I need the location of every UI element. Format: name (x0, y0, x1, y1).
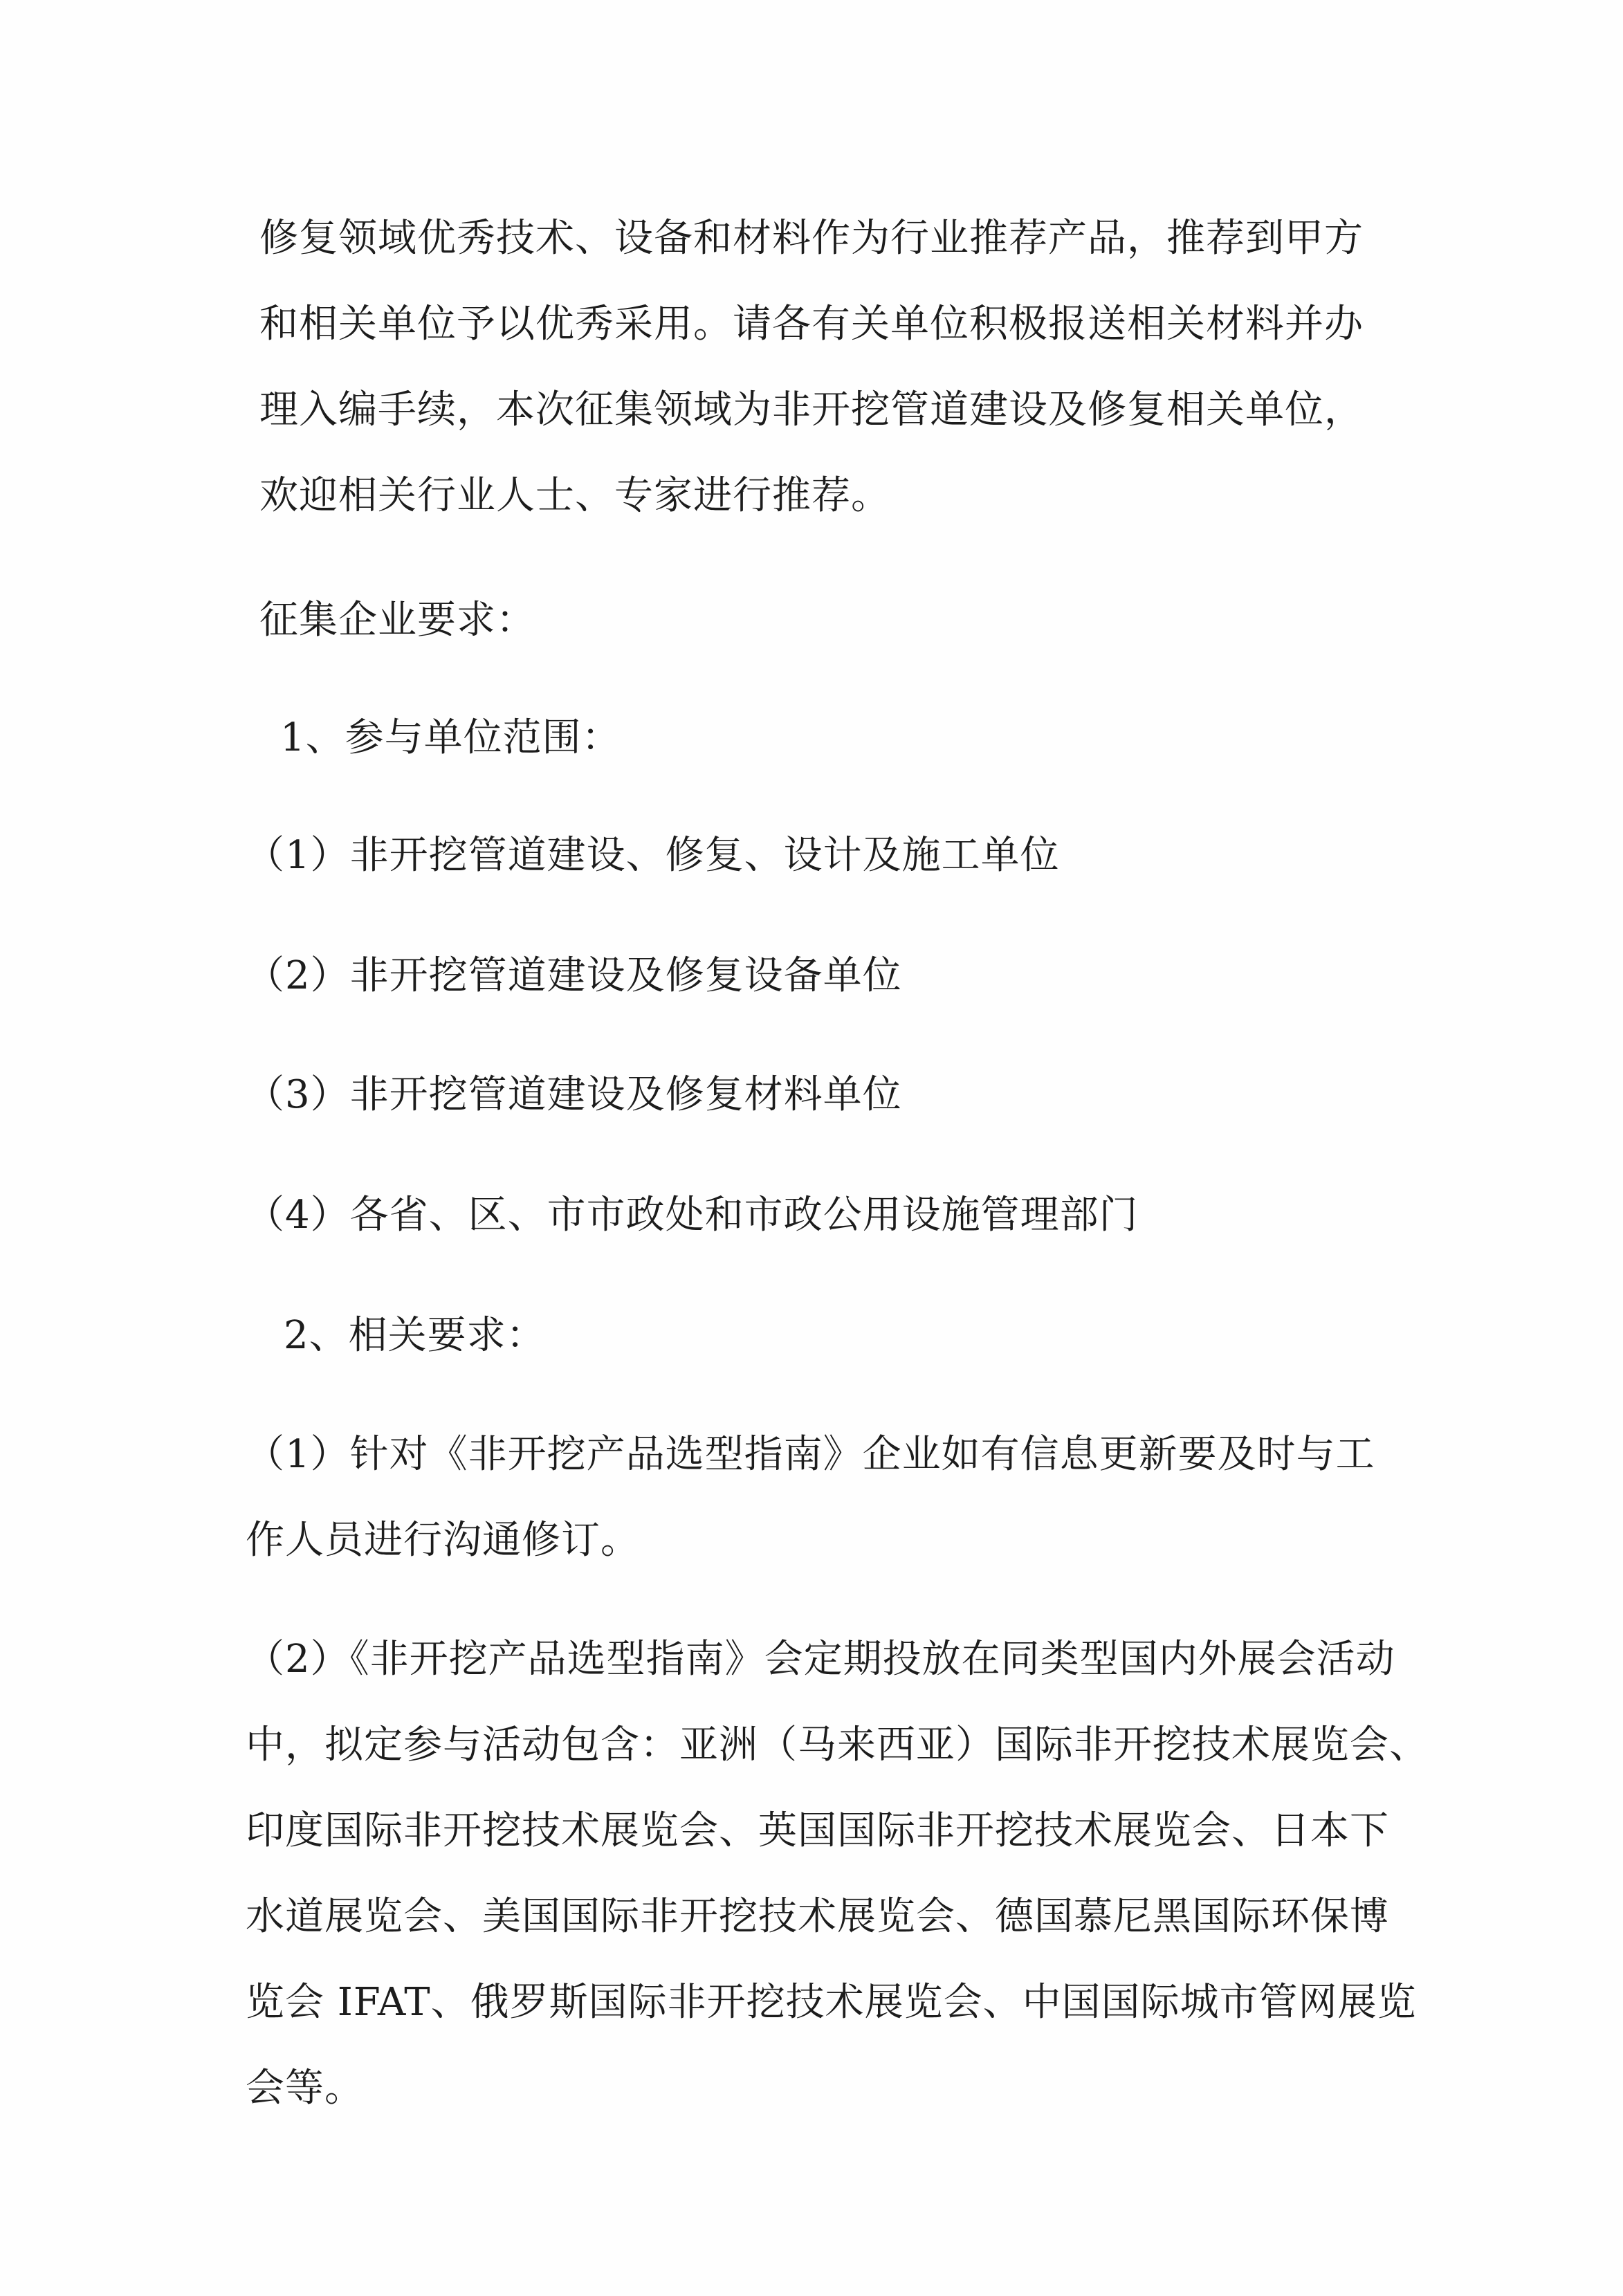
section1-item-4: （4）各省、区、市市政处和市政公用设施管理部门 (246, 1193, 1139, 1238)
section2-item1-line-1: （1）针对《非开挖产品选型指南》企业如有信息更新要及时与工 (246, 1432, 1375, 1477)
section2-item2-line-3: 印度国际非开挖技术展览会、英国国际非开挖技术展览会、日本下 (246, 1808, 1389, 1853)
intro-line-4: 欢迎相关行业人士、专家进行推荐。 (259, 473, 890, 518)
section2-heading: 2、相关要求： (284, 1313, 546, 1358)
section2-item1-line-2: 作人员进行沟通修订。 (246, 1518, 640, 1563)
intro-line-3: 理入编手续，本次征集领域为非开挖管道建设及修复相关单位， (259, 387, 1364, 432)
section2-item2-line-6: 会等。 (246, 2066, 364, 2111)
intro-line-1: 修复领域优秀技术、设备和材料作为行业推荐产品，推荐到甲方 (259, 216, 1364, 261)
section2-item2-line-2: 中，拟定参与活动包含：亚洲（马来西亚）国际非开挖技术展览会、 (246, 1723, 1429, 1767)
section2-item2-line-5: 览会 IFAT、俄罗斯国际非开挖技术展览会、中国国际城市管网展览 (246, 1980, 1417, 2025)
section2-item2-line-1: （2）《非开挖产品选型指南》会定期投放在同类型国内外展会活动 (246, 1637, 1395, 1682)
section1-item-2: （2）非开挖管道建设及修复设备单位 (246, 953, 902, 998)
section1-item-1: （1）非开挖管道建设、修复、设计及施工单位 (246, 833, 1060, 878)
requirements-heading: 征集企业要求： (259, 598, 535, 643)
intro-line-2: 和相关单位予以优秀采用。请各有关单位积极报送相关材料并办 (259, 302, 1364, 347)
section2-item2-line-4: 水道展览会、美国国际非开挖技术展览会、德国慕尼黑国际环保博 (246, 1894, 1389, 1939)
section1-item-3: （3）非开挖管道建设及修复材料单位 (246, 1072, 902, 1117)
section1-heading: 1、参与单位范围： (280, 715, 621, 760)
